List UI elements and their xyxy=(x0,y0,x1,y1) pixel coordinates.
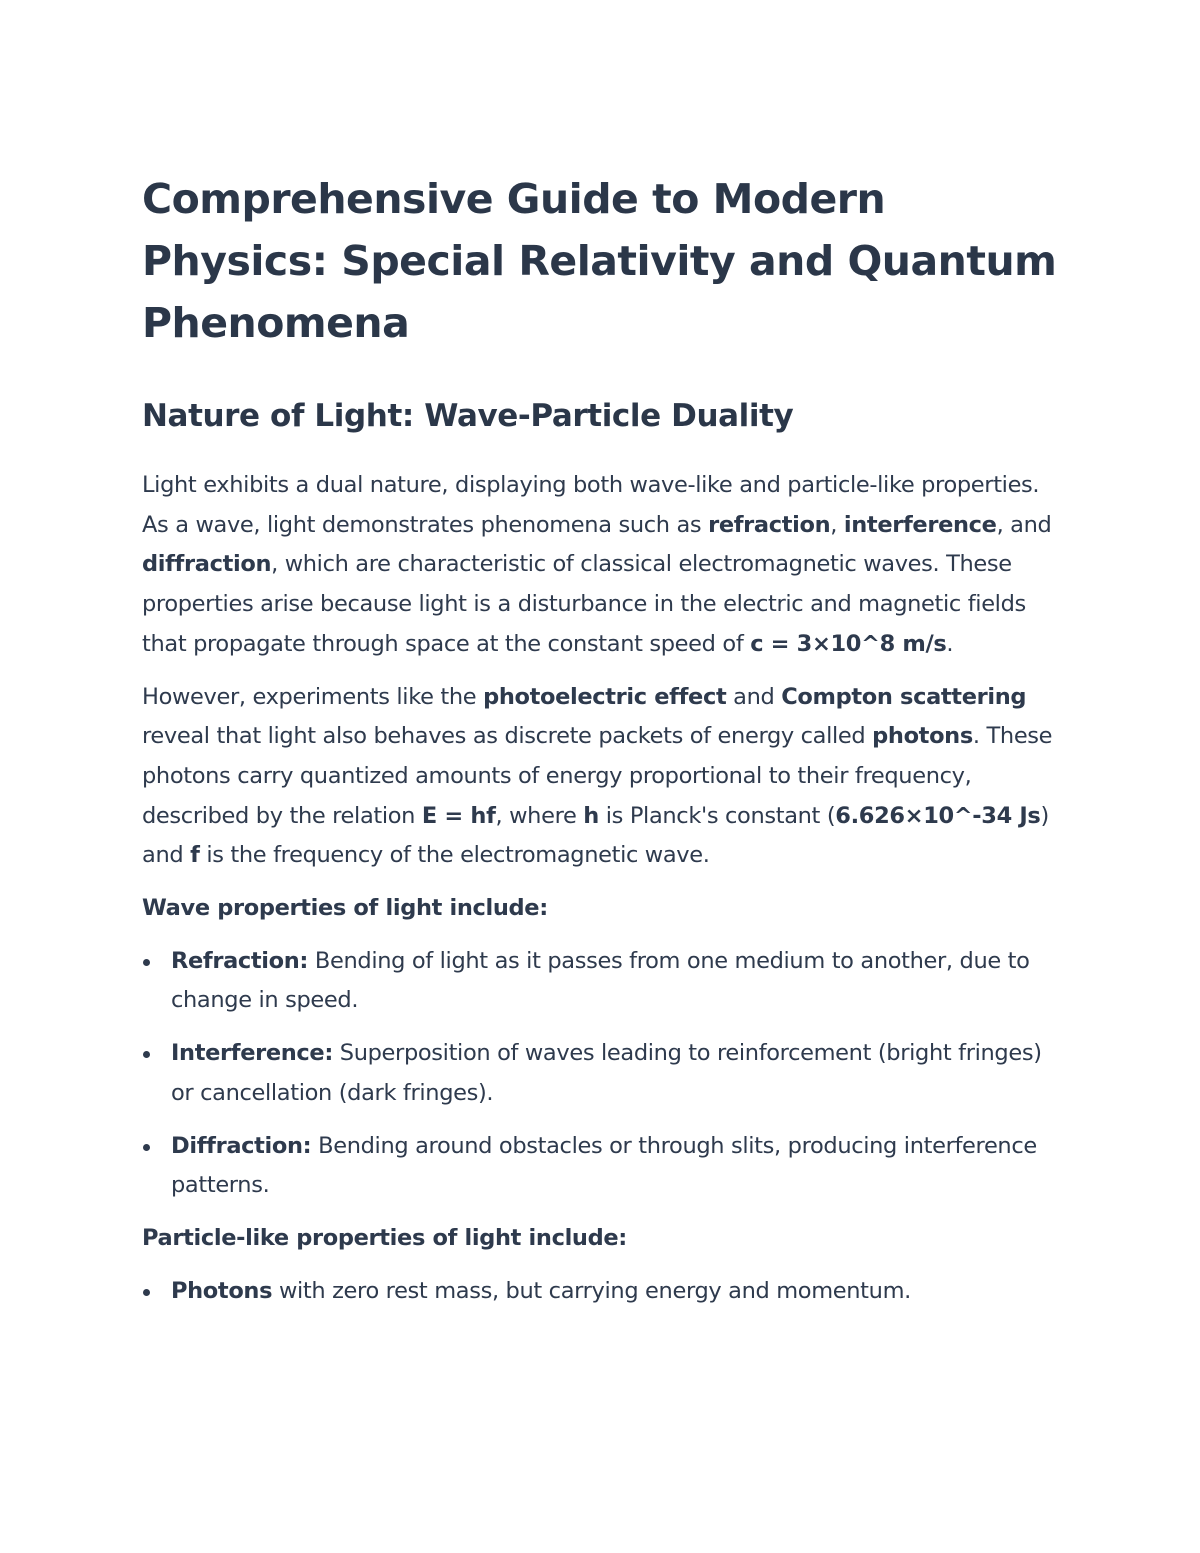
list-item xyxy=(142,942,1062,1021)
document-page xyxy=(142,168,1062,1311)
text-run: . These photons carry quantized amounts of energy proportional to their frequency, described by the relation xyxy=(142,723,1053,829)
paragraph-wave-nature xyxy=(142,466,1062,665)
bullet-icon xyxy=(143,1289,150,1296)
text-run: is Planck's constant ( xyxy=(598,802,836,829)
list-item-text: with zero rest mass, but carrying energy and momentum. xyxy=(272,1277,911,1304)
bold-term: interference xyxy=(843,511,997,538)
text-run: , where xyxy=(495,802,584,829)
page-title: Comprehensive Guide to Modern Physics: Special Relativity and Quantum Phenomena xyxy=(142,175,1057,347)
list-item-term: Refraction: xyxy=(171,947,309,974)
bold-term: f xyxy=(190,842,200,869)
bold-term: Compton scattering xyxy=(781,683,1027,710)
list-item-term: Diffraction: xyxy=(171,1132,312,1159)
bold-term: photons xyxy=(872,723,973,750)
particle-properties-heading: Particle-like properties of light include: xyxy=(142,1224,627,1251)
bold-term: 6.626×10^-34 Js xyxy=(835,802,1041,829)
text-run: , and xyxy=(996,511,1052,538)
bold-term: h xyxy=(583,802,599,829)
bold-term: photoelectric effect xyxy=(483,683,727,710)
text-run: , xyxy=(830,511,844,538)
text-run: . xyxy=(946,630,954,657)
list-item-term: Photons xyxy=(171,1277,273,1304)
list-item xyxy=(142,1034,1062,1113)
list-item-text: Superposition of waves leading to reinforcement (bright fringes) or cancellation (dark fringes). xyxy=(171,1040,1042,1106)
bullet-icon xyxy=(143,1051,150,1058)
list-item xyxy=(142,1272,1062,1312)
text-run: and xyxy=(726,683,782,710)
section-heading: Nature of Light: Wave-Particle Duality xyxy=(142,398,794,434)
bold-term: c = 3×10^8 m/s xyxy=(750,630,947,657)
wave-properties-list xyxy=(142,942,1062,1206)
bullet-icon xyxy=(143,959,150,966)
wave-properties-heading: Wave properties of light include: xyxy=(142,895,548,922)
bold-term: E = hf xyxy=(421,802,496,829)
bullet-icon xyxy=(143,1144,150,1151)
text-run: ) and xyxy=(142,802,1049,869)
text-run: reveal that light also behaves as discrete packets of energy called xyxy=(142,723,873,750)
text-run: , which are characteristic of classical electromagnetic waves. These properties arise because light is a disturbance in the electric and magnetic fields that propagate through space at the constant speed of xyxy=(142,551,1026,657)
bold-term: diffraction xyxy=(142,551,272,578)
list-item-term: Interference: xyxy=(171,1040,333,1067)
list-item xyxy=(142,1127,1062,1206)
paragraph-particle-nature xyxy=(142,678,1062,877)
text-run: is the frequency of the electromagnetic wave. xyxy=(199,842,710,869)
bold-term: refraction xyxy=(708,511,831,538)
text-run: However, experiments like the xyxy=(142,683,484,710)
particle-properties-list xyxy=(142,1272,1062,1312)
text-run: Light exhibits a dual nature, displaying both wave-like and particle-like properties. As a wave, light demonstrates phenomena such as xyxy=(142,472,1040,538)
list-item-text: Bending of light as it passes from one medium to another, due to change in speed. xyxy=(171,947,1030,1014)
list-item-text: Bending around obstacles or through slits, producing interference patterns. xyxy=(171,1132,1037,1199)
